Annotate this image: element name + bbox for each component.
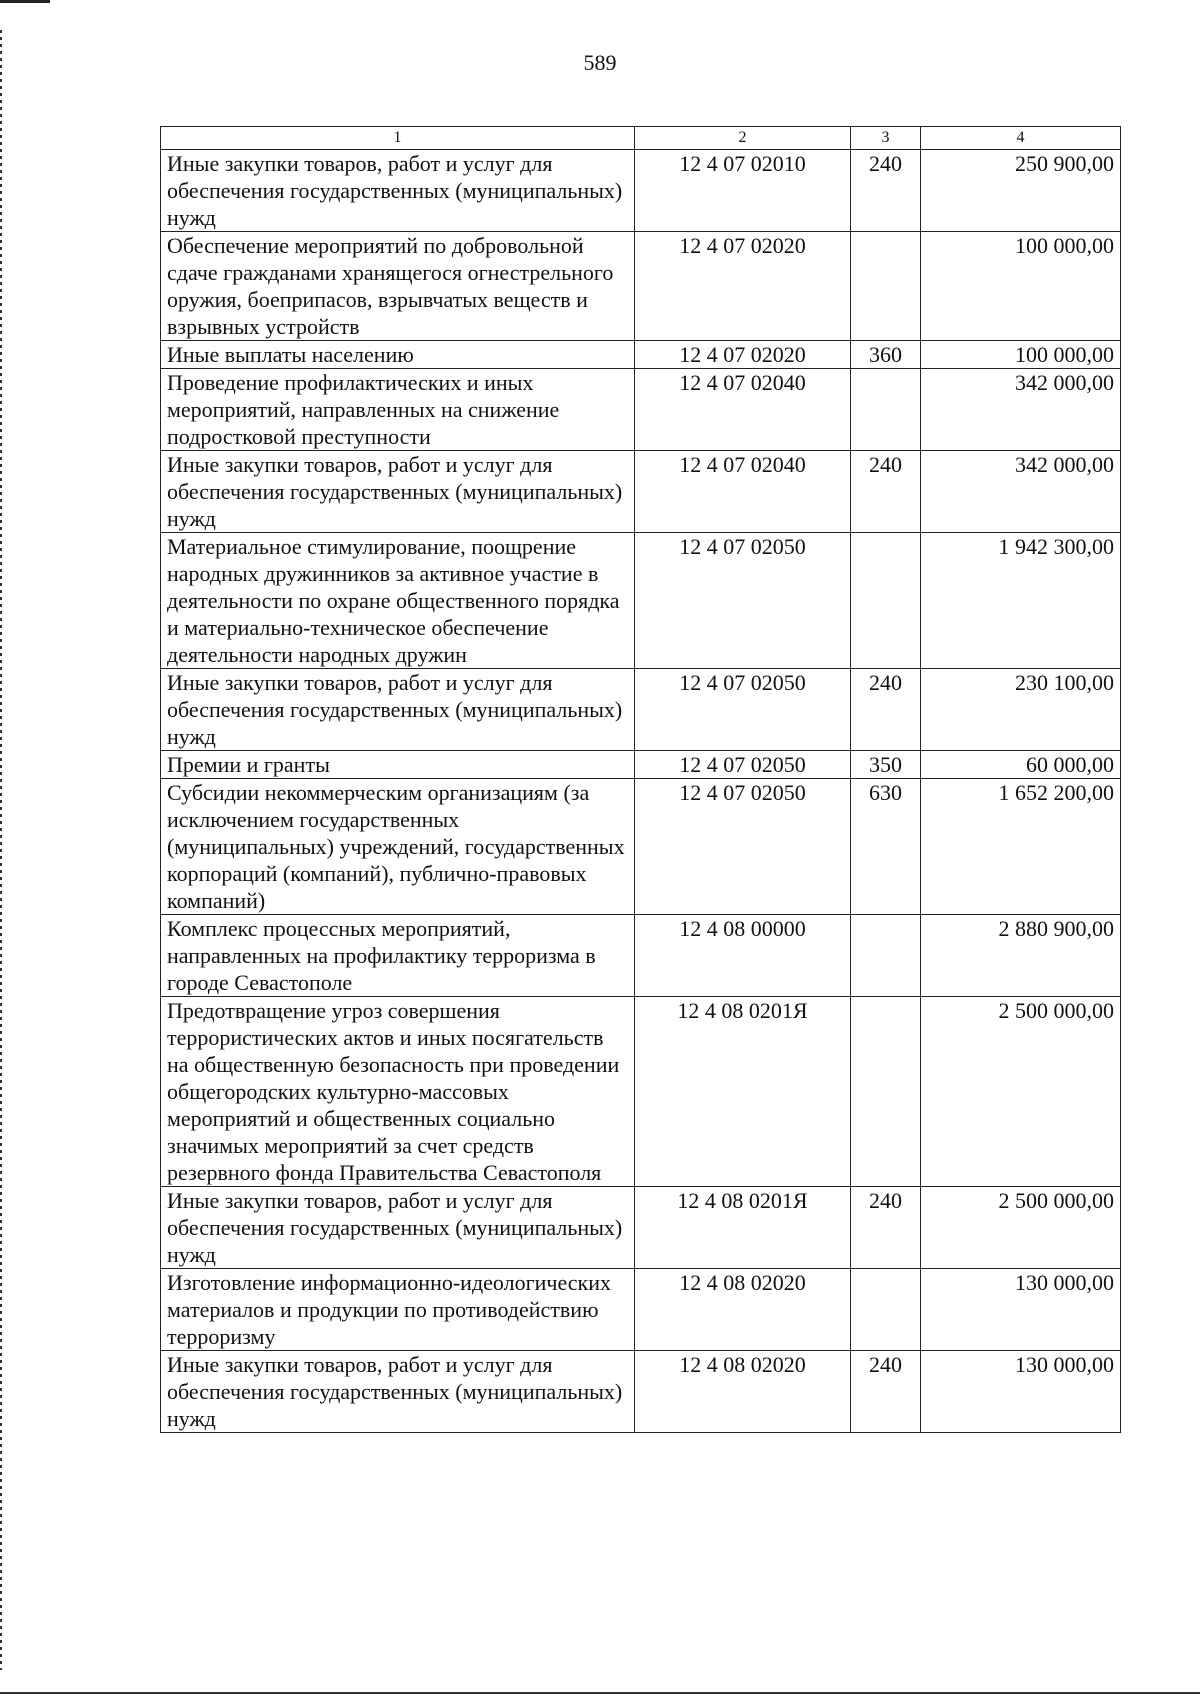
left-scan-edge — [0, 30, 2, 1670]
row-amount-cell: 342 000,00 — [921, 451, 1121, 533]
page-number: 589 — [583, 50, 617, 75]
row-amount-cell: 130 000,00 — [921, 1269, 1121, 1351]
row-amount-cell: 342 000,00 — [921, 369, 1121, 451]
table-row — [161, 669, 1121, 751]
row-type-cell: 350 — [851, 751, 921, 779]
row-code-cell: 12 4 07 02050 — [635, 669, 851, 751]
row-code-cell: 12 4 07 02020 — [635, 232, 851, 341]
row-name-cell: Иные закупки товаров, работ и услуг для обеспечения государственных (муниципальных) нужд — [161, 451, 635, 533]
row-name-cell: Материальное стимулирование, поощрение народных дружинников за активное участие в деятельности по охране общественного порядка и материально-техническое обеспечение деятельности народных дружин — [161, 533, 635, 669]
row-amount-cell: 2 500 000,00 — [921, 1187, 1121, 1269]
row-name-cell: Проведение профилактических и иных мероприятий, направленных на снижение подростковой преступности — [161, 369, 635, 451]
budget-table — [160, 126, 1121, 1433]
table-row — [161, 533, 1121, 669]
row-amount-cell: 100 000,00 — [921, 341, 1121, 369]
row-code-cell: 12 4 07 02040 — [635, 451, 851, 533]
row-amount-cell: 60 000,00 — [921, 751, 1121, 779]
table-row — [161, 369, 1121, 451]
row-amount-cell: 250 900,00 — [921, 150, 1121, 232]
row-type-cell — [851, 915, 921, 997]
row-name-cell: Обеспечение мероприятий по добровольной сдаче гражданами хранящегося огнестрельного оружия, боеприпасов, взрывчатых веществ и взрывных устройств — [161, 232, 635, 341]
row-type-cell: 360 — [851, 341, 921, 369]
row-amount-cell: 2 880 900,00 — [921, 915, 1121, 997]
row-amount-cell: 1 942 300,00 — [921, 533, 1121, 669]
row-code-cell: 12 4 07 02050 — [635, 779, 851, 915]
row-type-cell: 240 — [851, 669, 921, 751]
bottom-scan-rule — [0, 1692, 1200, 1694]
row-type-cell: 240 — [851, 150, 921, 232]
row-amount-cell: 130 000,00 — [921, 1351, 1121, 1433]
row-type-cell: 240 — [851, 451, 921, 533]
row-code-cell: 12 4 07 02040 — [635, 369, 851, 451]
row-name-cell: Изготовление информационно-идеологических материалов и продукции по противодействию терроризму — [161, 1269, 635, 1351]
row-name-cell: Субсидии некоммерческим организациям (за исключением государственных (муниципальных) учреждений, государственных корпораций (компаний), публично-правовых компаний) — [161, 779, 635, 915]
table-row — [161, 1269, 1121, 1351]
row-name-cell: Премии и гранты — [161, 751, 635, 779]
row-code-cell: 12 4 08 02020 — [635, 1351, 851, 1433]
table-row — [161, 915, 1121, 997]
row-type-cell: 240 — [851, 1351, 921, 1433]
column-header-2: 2 — [635, 127, 851, 150]
row-type-cell — [851, 232, 921, 341]
row-code-cell: 12 4 07 02050 — [635, 751, 851, 779]
table-row — [161, 1351, 1121, 1433]
table-row — [161, 1187, 1121, 1269]
row-type-cell — [851, 1269, 921, 1351]
table-row — [161, 451, 1121, 533]
table-row — [161, 232, 1121, 341]
row-code-cell: 12 4 07 02050 — [635, 533, 851, 669]
table-row — [161, 997, 1121, 1187]
row-code-cell: 12 4 08 0201Я — [635, 997, 851, 1187]
top-scan-rule — [0, 0, 50, 3]
table-row — [161, 751, 1121, 779]
row-code-cell: 12 4 07 02010 — [635, 150, 851, 232]
row-code-cell: 12 4 08 0201Я — [635, 1187, 851, 1269]
table-header-row — [161, 127, 1121, 150]
column-header-1: 1 — [161, 127, 635, 150]
row-type-cell — [851, 533, 921, 669]
row-name-cell: Иные закупки товаров, работ и услуг для обеспечения государственных (муниципальных) нужд — [161, 150, 635, 232]
row-name-cell: Предотвращение угроз совершения террористических актов и иных посягательств на общественную безопасность при проведении общегородских культурно-массовых мероприятий и общественных социально значимых мероприятий за счет средств резервного фонда Правительства Севастополя — [161, 997, 635, 1187]
table-row — [161, 779, 1121, 915]
row-type-cell — [851, 369, 921, 451]
column-header-4: 4 — [921, 127, 1121, 150]
row-name-cell: Иные выплаты населению — [161, 341, 635, 369]
row-code-cell: 12 4 07 02020 — [635, 341, 851, 369]
row-amount-cell: 1 652 200,00 — [921, 779, 1121, 915]
row-name-cell: Иные закупки товаров, работ и услуг для обеспечения государственных (муниципальных) нужд — [161, 1351, 635, 1433]
row-amount-cell: 100 000,00 — [921, 232, 1121, 341]
column-header-3: 3 — [851, 127, 921, 150]
row-name-cell: Иные закупки товаров, работ и услуг для обеспечения государственных (муниципальных) нужд — [161, 669, 635, 751]
row-type-cell — [851, 997, 921, 1187]
row-name-cell: Комплекс процессных мероприятий, направленных на профилактику терроризма в городе Севастополе — [161, 915, 635, 997]
row-code-cell: 12 4 08 00000 — [635, 915, 851, 997]
row-type-cell: 630 — [851, 779, 921, 915]
table-row — [161, 150, 1121, 232]
table-row — [161, 341, 1121, 369]
row-code-cell: 12 4 08 02020 — [635, 1269, 851, 1351]
row-amount-cell: 230 100,00 — [921, 669, 1121, 751]
row-type-cell: 240 — [851, 1187, 921, 1269]
row-name-cell: Иные закупки товаров, работ и услуг для обеспечения государственных (муниципальных) нужд — [161, 1187, 635, 1269]
row-amount-cell: 2 500 000,00 — [921, 997, 1121, 1187]
